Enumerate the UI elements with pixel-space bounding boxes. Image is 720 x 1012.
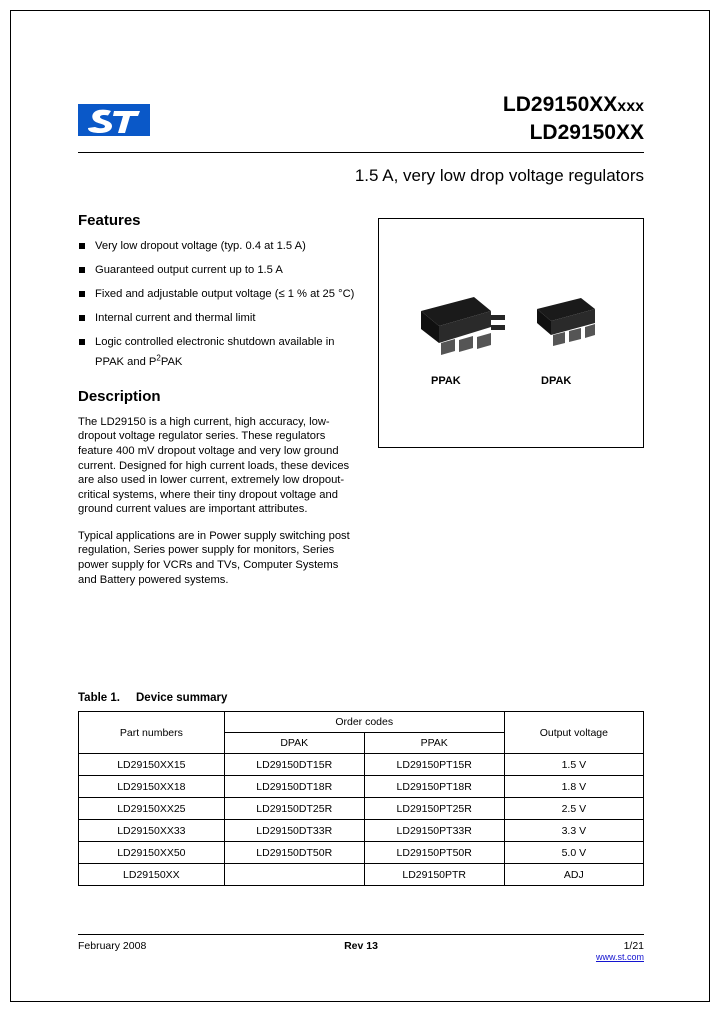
cell-part: LD29150XX33: [79, 820, 225, 842]
table-number: Table 1.: [78, 692, 120, 704]
cell-part: LD29150XX18: [79, 776, 225, 798]
table-row: [79, 842, 644, 864]
package-illustrations: [379, 219, 643, 445]
header-ppak: PPAK: [364, 733, 504, 754]
cell-vout: ADJ: [504, 864, 643, 886]
part-number-titles: [503, 92, 644, 146]
cell-part: LD29150XX25: [79, 798, 225, 820]
cell-ppak: LD29150PT25R: [364, 798, 504, 820]
cell-ppak: LD29150PT18R: [364, 776, 504, 798]
features-list: [78, 239, 356, 370]
page-content: [78, 80, 644, 632]
feature-text: Internal current and thermal limit: [95, 312, 256, 324]
cell-dpak: LD29150DT18R: [224, 776, 364, 798]
table-title: Device summary: [136, 692, 228, 704]
description-heading: Description: [78, 387, 161, 405]
table-row: [79, 776, 644, 798]
list-item: [78, 311, 356, 326]
ppak-label: PPAK: [431, 375, 461, 387]
cell-ppak: LD29150PT50R: [364, 842, 504, 864]
cell-part: LD29150XX50: [79, 842, 225, 864]
square-bullet-icon: [79, 315, 85, 321]
table-caption: [78, 692, 644, 704]
list-item: [78, 287, 356, 302]
feature-text: Guaranteed output current up to 1.5 A: [95, 264, 283, 276]
cell-vout: 5.0 V: [504, 842, 643, 864]
title-suffix: xxx: [617, 98, 644, 115]
intro-columns: [78, 212, 644, 632]
device-summary-table: [78, 711, 644, 886]
title-main: LD29150XX: [502, 93, 618, 116]
table-header-row-1: [79, 712, 644, 733]
footer-revision: Rev 13: [344, 940, 378, 952]
dpak-drawing: [537, 298, 595, 346]
footer-row: [78, 940, 644, 956]
header-output-voltage: Output voltage: [504, 712, 643, 754]
description-paragraph: Typical applications are in Power supply switching post regulation, Series power supply for monitors, Series power supply for VCRs and TVs, Computer Systems and Battery powered systems.: [78, 529, 350, 586]
cell-ppak: LD29150PT15R: [364, 754, 504, 776]
right-column: [378, 218, 644, 448]
table-row: [79, 798, 644, 820]
document-header: [78, 80, 644, 152]
footer-page-number: 1/21: [623, 940, 644, 952]
table-head: [79, 712, 644, 754]
feature-text: Logic controlled electronic shutdown available in PPAK and $P^2PAK$: [95, 336, 335, 368]
document-footer: [78, 934, 644, 962]
header-part-numbers: Part numbers: [79, 712, 225, 754]
cell-vout: 2.5 V: [504, 798, 643, 820]
header-divider: [78, 152, 644, 153]
document-subtitle: 1.5 A, very low drop voltage regulators: [354, 166, 644, 185]
header-order-codes: Order codes: [224, 712, 504, 733]
st-logo: [78, 98, 150, 142]
dpak-label: DPAK: [541, 375, 572, 387]
cell-dpak: LD29150DT50R: [224, 842, 364, 864]
package-figure: [378, 218, 644, 448]
title-line-1: [503, 92, 644, 120]
square-bullet-icon: [79, 291, 85, 297]
cell-vout: 1.8 V: [504, 776, 643, 798]
cell-dpak: LD29150DT25R: [224, 798, 364, 820]
title-line-2: LD29150XX: [529, 121, 644, 144]
cell-dpak: LD29150DT33R: [224, 820, 364, 842]
table-row: [79, 820, 644, 842]
description-paragraph: The LD29150 is a high current, high accuracy, low-dropout voltage regulator series. These regulators feature 400 mV dropout voltage and very low ground current. Designed for high current loads, these devices are also used in lower current, extremely low dropout-critical systems, where their tiny dropout voltage and ground current values are important attributes.: [78, 415, 350, 516]
left-column: [78, 212, 356, 599]
table-row: [79, 754, 644, 776]
feature-text: Very low dropout voltage (typ. 0.4 at 1.5 A): [95, 240, 306, 252]
table-body: [79, 754, 644, 886]
cell-part: LD29150XX: [79, 864, 225, 886]
list-item: [78, 239, 356, 254]
description-section: [78, 388, 356, 588]
header-dpak: DPAK: [224, 733, 364, 754]
cell-dpak: [224, 864, 364, 886]
list-item: [78, 335, 356, 370]
cell-vout: 3.3 V: [504, 820, 643, 842]
square-bullet-icon: [79, 243, 85, 249]
cell-dpak: LD29150DT15R: [224, 754, 364, 776]
cell-ppak: LD29150PT33R: [364, 820, 504, 842]
footer-date: February 2008: [78, 940, 147, 952]
footer-divider: [78, 934, 644, 935]
device-summary-section: [78, 692, 644, 886]
cell-vout: 1.5 V: [504, 754, 643, 776]
square-bullet-icon: [79, 267, 85, 273]
ppak-drawing: [421, 297, 505, 355]
square-bullet-icon: [79, 339, 85, 345]
footer-url-link[interactable]: www.st.com: [595, 952, 644, 962]
features-heading: Features: [78, 212, 141, 229]
cell-part: LD29150XX15: [79, 754, 225, 776]
table-row: [79, 864, 644, 886]
feature-text: Fixed and adjustable output voltage (≤ 1 % at 25 °C): [95, 288, 355, 300]
list-item: [78, 263, 356, 278]
cell-ppak: LD29150PTR: [364, 864, 504, 886]
